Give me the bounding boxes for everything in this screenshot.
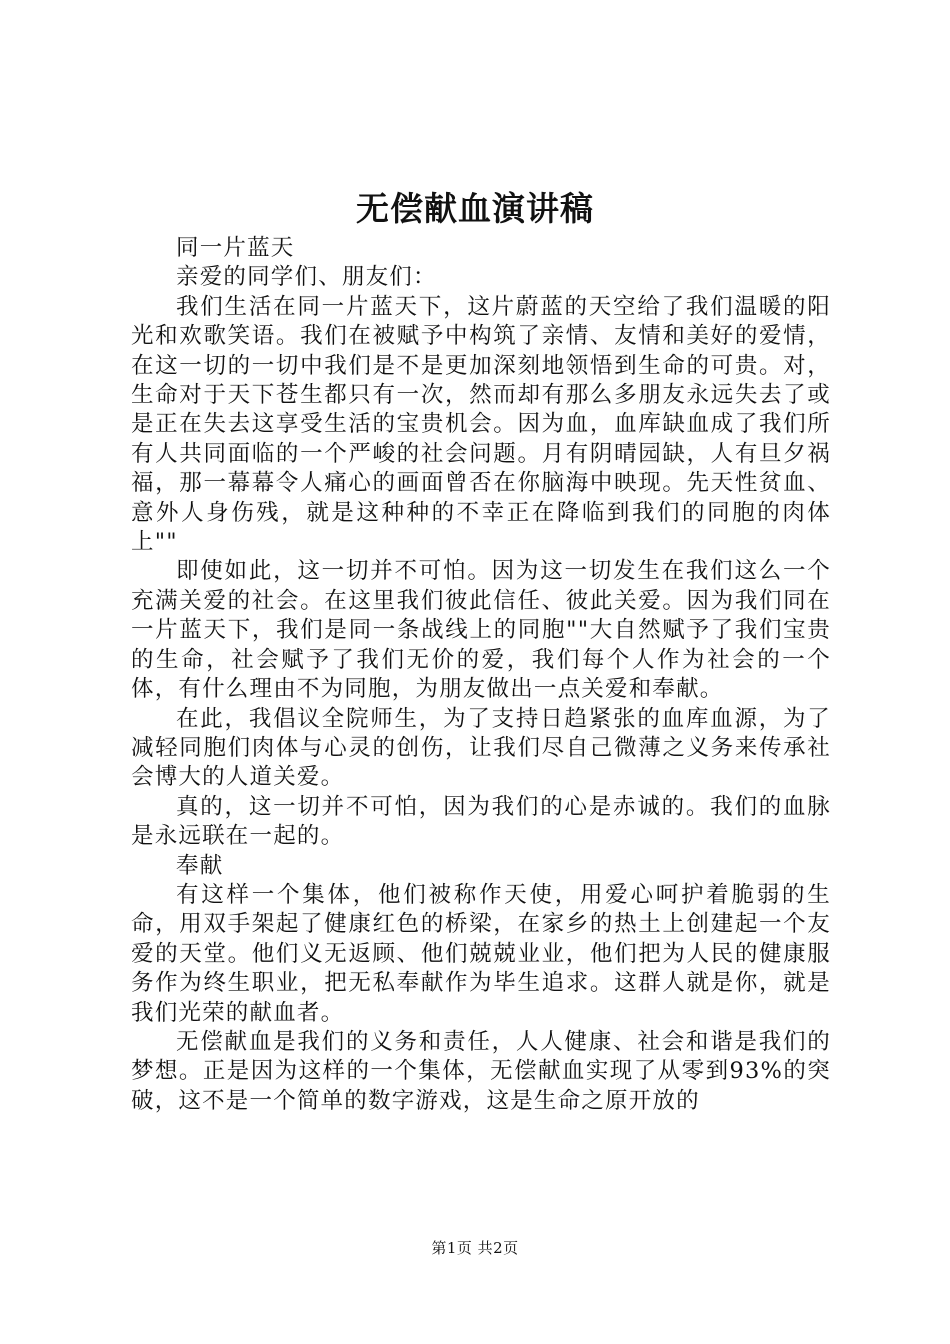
- paragraph: 无偿献血是我们的义务和责任，人人健康、社会和谐是我们的梦想。正是因为这样的一个集体，无偿献血实现了从零到93%的突破，这不是一个简单的数字游戏，这是生命之原开放的: [131, 1028, 831, 1114]
- document-body: [131, 234, 831, 1116]
- page-footer: 第1页 共2页: [431, 1239, 519, 1257]
- paragraph: 有这样一个集体，他们被称作天使，用爱心呵护着脆弱的生命，用双手架起了健康红色的桥梁，在家乡的热土上创建起一个友爱的天堂。他们义无返顾、他们兢兢业业，他们把为人民的健康服务作为终生职业，把无私奉献作为毕生追求。这群人就是你，就是我们光荣的献血者。: [131, 881, 831, 1026]
- paragraph-salutation: 亲爱的同学们、朋友们：: [176, 264, 437, 291]
- paragraph: 真的，这一切并不可怕，因为我们的心是赤诚的。我们的血脉是永远联在一起的。: [131, 793, 831, 850]
- paragraph: 我们生活在同一片蓝天下，这片蔚蓝的天空给了我们温暖的阳光和欢歌笑语。我们在被赋予中构筑了亲情、友情和美好的爱情，在这一切的一切中我们是不是更加深刻地领悟到生命的可贵。对，生命对于天下苍生都只有一次，然而却有那么多朋友永远失去了或是正在失去这享受生活的宝贵机会。因为血，血库缺血成了我们所有人共同面临的一个严峻的社会问题。月有阴晴园缺，人有旦夕祸福，那一幕幕令人痛心的画面曾否在你脑海中映现。先天性贫血、意外人身伤残，就是这种种的不幸正在降临到我们的同胞的肉体上"": [131, 293, 831, 556]
- document-title: 无偿献血演讲稿: [356, 189, 594, 228]
- paragraph: 即使如此，这一切并不可怕。因为这一切发生在我们这么一个充满关爱的社会。在这里我们彼此信任、彼此关爱。因为我们同在一片蓝天下，我们是同一条战线上的同胞""大自然赋予了我们宝贵的生命，社会赋予了我们无价的爱，我们每个人作为社会的一个体，有什么理由不为同胞，为朋友做出一点关爱和奉献。: [131, 558, 831, 703]
- section-heading: 奉献: [176, 852, 224, 879]
- paragraph: 在此，我倡议全院师生，为了支持日趋紧张的血库血源，为了减轻同胞们肉体与心灵的创伤，让我们尽自己微薄之义务来传承社会博大的人道关爱。: [131, 705, 831, 791]
- paragraph-subtitle: 同一片蓝天: [176, 235, 295, 261]
